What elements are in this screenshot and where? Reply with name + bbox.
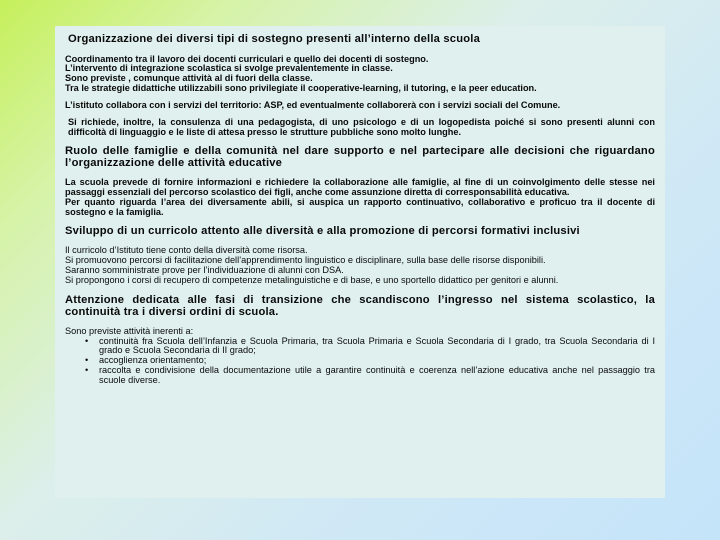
section1-line: Coordinamento tra il lavoro dei docenti curriculari e quello dei docenti di sostegno. [65,53,429,64]
section2-para2: Per quanto riguarda l’area dei diversamente abili, si auspica un rapporto continuativo, collaborativo e proficuo tra il docente di sostegno e la famiglia. [65,196,655,217]
section4-intro: Sono previste attività inerenti a: [65,325,194,336]
section3-line: Si promuovono percorsi di facilitazione dell’apprendimento linguistico e disciplinare, sulla base delle risorse disponibili. [65,254,546,265]
section3-line: Saranno somministrate prove per l’individuazione di alunni con DSA. [65,264,344,275]
section1-para1 [65,55,655,95]
list-item-text: raccolta e condivisione della documentazione utile a garantire continuità e coerenza nell’azione educativa anche nel passaggio tra scuole diverse. [99,365,655,386]
section1-heading: Organizzazione dei diversi tipi di sostegno presenti all’interno della scuola [68,33,481,45]
section3-line: Il curricolo d’Istituto tiene conto della diversità come risorsa. [65,244,308,255]
list-item-text: accoglienza orientamento; [99,355,207,366]
section1-line: Tra le strategie didattiche utilizzabili sono privilegiate il cooperative-learning, il tutoring, e la peer education. [65,83,537,94]
list-item-text: continuità fra Scuola dell’Infanzia e Scuola Primaria, tra Scuola Primaria e Scuola Secondaria di I grado, tra Scuola Secondaria di I grado e Scuola Secondaria di II grado; [99,335,655,356]
bullet-icon: • [85,365,89,376]
section3-body [65,246,655,286]
section1-line: L’intervento di integrazione scolastica si svolge prevalentemente in classe. [65,63,393,74]
section2-para1: La scuola prevede di fornire informazioni e richiedere la collaborazione alle famiglie, al fine di un coinvolgimento delle stesse nei passaggi essenziali del percorso scolastico dei figli, anche come assunzione diretta di corresponsabilità educativa. [65,176,655,197]
section2-heading: Ruolo delle famiglie e della comunità nel dare supporto e nel partecipare alle decisioni che riguardano l’organizzazione delle attività educative [65,144,655,170]
section4-heading: Attenzione dedicata alle fasi di transizione che scandiscono l’ingresso nel sistema scolastico, la continuità tra i diversi ordini di scuola. [65,293,655,319]
section4-list [65,337,655,387]
list-item [85,337,655,357]
section1-para3: Si richiede, inoltre, la consulenza di una pedagogista, di uno psicologo e di un logopedista poiché si sono presenti alunni con difficoltà di linguaggio e le liste di attesa presso le strutture pubbliche sono molto lunghe. [68,117,655,137]
bullet-icon: • [85,335,89,346]
list-item [85,366,655,386]
document-page [55,26,665,498]
bullet-icon: • [85,355,89,366]
section3-line: Si propongono i corsi di recupero di competenze metalinguistiche e di base, e uno sportello didattico per genitori e alunni. [65,274,559,285]
section1-line: Sono previste , comunque attività al di fuori della classe. [65,73,313,84]
section3-heading: Sviluppo di un curricolo attento alle diversità e alla promozione di percorsi formativi inclusivi [65,225,580,238]
section1-para2: L’istituto collabora con i servizi del territorio: ASP, ed eventualmente collaborerà con i servizi sociali del Comune. [65,100,561,111]
